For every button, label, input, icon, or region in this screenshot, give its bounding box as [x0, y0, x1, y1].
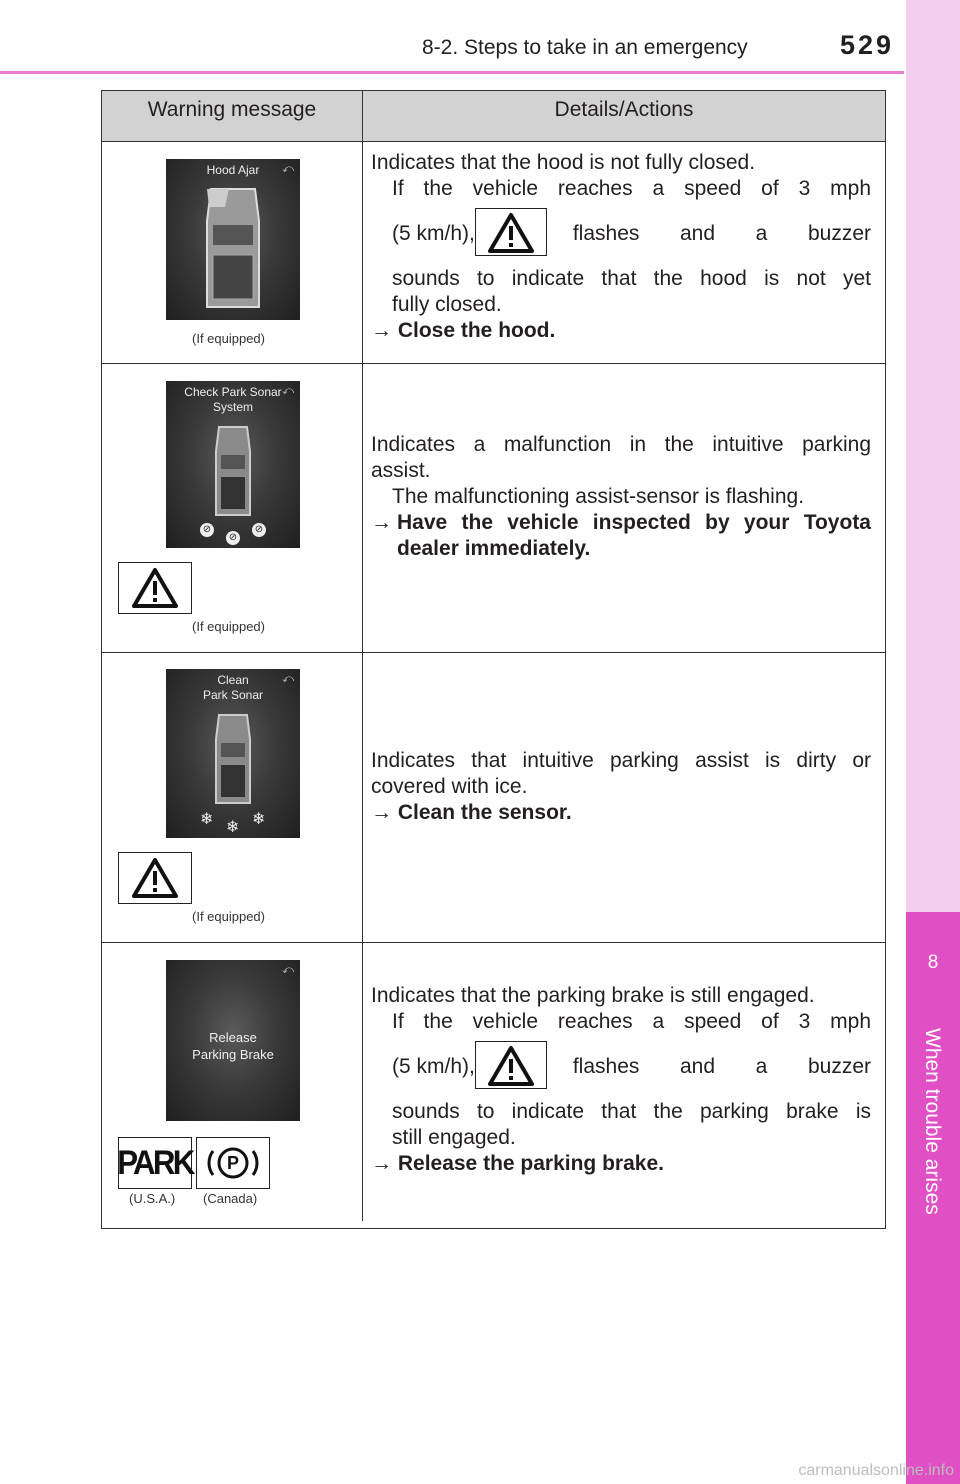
if-equipped-caption: (If equipped) [192, 909, 265, 924]
detail-text: Indicates that the hood is not fully closed. [371, 151, 756, 174]
car-top-view-icon [203, 185, 263, 313]
action-line [371, 800, 871, 826]
sensor-fault-icon: ⊘ [200, 523, 214, 537]
page-number: 529 [839, 30, 894, 60]
watermark: carmanualsonline.info [798, 1462, 954, 1479]
detail-text: fully closed. [392, 293, 502, 316]
car-top-view-icon [213, 423, 253, 519]
release-parking-brake-screen [166, 960, 300, 1121]
screen-title: Release [209, 1030, 257, 1045]
detail-text: still engaged. [392, 1126, 516, 1149]
action-text: dealer immediately. [397, 537, 591, 560]
row-clean-sonar-details [371, 748, 871, 826]
chapter-number: 8 [927, 952, 939, 973]
column-header-warning: Warning message [102, 91, 363, 142]
chapter-title: When trouble arises [921, 1028, 944, 1215]
detail-text: covered with ice. [371, 775, 528, 798]
back-icon: ⤺ [282, 163, 294, 175]
page-header [0, 0, 904, 72]
park-label: PARK [117, 1143, 193, 1182]
ice-sensor-icon: ❄ [252, 811, 266, 828]
arrow-icon: → [371, 319, 392, 342]
canada-caption: (Canada) [203, 1191, 258, 1206]
screen-title: Clean [217, 673, 249, 687]
detail-line-with-icon [371, 210, 871, 258]
detail-text: assist. [371, 459, 431, 482]
hood-ajar-screen [166, 159, 300, 320]
header-divider [0, 71, 904, 74]
detail-text: flashes and a buzzer [572, 222, 871, 245]
car-top-view-icon [213, 711, 253, 807]
detail-text: sounds to indicate that the hood is not yet [392, 267, 871, 290]
detail-text: Indicates a malfunction in the intuitive parking [371, 433, 871, 456]
detail-text: (5 km/h), [392, 1055, 475, 1078]
warning-triangle-icon [475, 208, 547, 256]
column-header-details: Details/Actions [363, 91, 886, 142]
parking-brake-symbol-icon [196, 1137, 270, 1189]
back-icon: ⤺ [282, 673, 294, 685]
action-text: Clean the sensor. [397, 801, 572, 824]
action-text: Have the vehicle inspected by your Toyota [397, 511, 871, 534]
ice-sensor-icon: ❄ [200, 811, 214, 828]
ice-sensor-icon: ❄ [226, 819, 240, 836]
row-parking-brake-details [371, 983, 871, 1177]
row-hood-details [371, 150, 871, 344]
back-icon: ⤺ [282, 385, 294, 397]
usa-caption: (U.S.A.) [129, 1191, 176, 1206]
arrow-icon: → [371, 511, 392, 534]
sensor-fault-icon: ⊘ [252, 523, 266, 537]
action-line [371, 318, 871, 344]
warning-triangle-icon [118, 852, 192, 904]
action-text: Release the parking brake. [397, 1152, 664, 1175]
action-line [371, 510, 871, 536]
warning-triangle-icon [475, 1041, 547, 1089]
screen-title: Hood Ajar [206, 163, 260, 177]
back-icon: ⤺ [282, 964, 294, 976]
detail-text: Indicates that the parking brake is still engaged. [371, 984, 815, 1007]
column-divider [362, 90, 363, 1221]
warning-triangle-icon [118, 562, 192, 614]
clean-park-sonar-screen [166, 669, 300, 838]
table-header-row [102, 91, 886, 142]
action-line [371, 536, 871, 562]
if-equipped-caption: (If equipped) [192, 619, 265, 634]
sensor-fault-icon: ⊘ [226, 531, 240, 545]
screen-title: Check Park Sonar [184, 385, 282, 399]
detail-text: If the vehicle reaches a speed of 3 mph [392, 177, 871, 200]
detail-text: The malfunctioning assist-sensor is flashing. [392, 485, 805, 508]
arrow-icon: → [371, 1152, 392, 1175]
section-title: 8-2. Steps to take in an emergency [422, 36, 748, 59]
if-equipped-caption: (If equipped) [192, 331, 265, 346]
detail-text: Indicates that intuitive parking assist is dirty or [371, 749, 871, 772]
detail-text: flashes and a buzzer [572, 1055, 871, 1078]
detail-text: If the vehicle reaches a speed of 3 mph [392, 1010, 871, 1033]
action-text: Close the hood. [397, 319, 556, 342]
row-park-sonar-details [371, 432, 871, 562]
detail-text: sounds to indicate that the parking brake is [392, 1100, 871, 1123]
screen-title: Park Sonar [202, 688, 264, 702]
arrow-icon: → [371, 801, 392, 824]
screen-title: Parking Brake [192, 1047, 274, 1062]
park-indicator-icon [118, 1137, 192, 1189]
detail-text: (5 km/h), [392, 222, 475, 245]
detail-line-with-icon [371, 1043, 871, 1091]
screen-title: System [212, 400, 253, 414]
action-line [371, 1151, 871, 1177]
park-sonar-system-screen [166, 381, 300, 548]
parking-brake-letter: P [226, 1152, 239, 1173]
